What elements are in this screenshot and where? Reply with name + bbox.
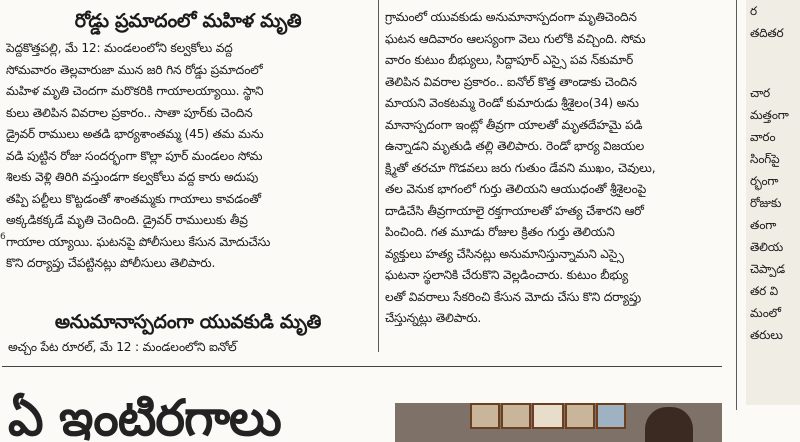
section-divider [2, 366, 722, 367]
article-body-cropped [750, 0, 798, 346]
article-line: మాయని వెంకటమ్మ రెండో కుమారుడు శ్రీశైలం(34) అను [385, 96, 639, 110]
article-line: రోజుకు [750, 196, 782, 210]
article-column-3-cropped [746, 0, 800, 405]
article-line: సోమవారం తెల్లవారుజా మున జరి గిన రోడ్డు ప్రమాదంలో [6, 62, 263, 77]
article-line: గ్రామంలో యువకుడు అనుమానాస్పదంగా మృతిచెందిన [385, 10, 637, 24]
article-line: అచ్చం పేట రూరల్, మే 12 : మండలంలోని ఐనోల్ [8, 340, 237, 354]
news-photo [395, 403, 722, 442]
article-line: క్ష్మితో తరచూ గొడవలు జరు గుతుం డేవని ముఖం, చెవులు, [385, 160, 656, 175]
article-line: తప్పి పల్టీలు కొట్టడంతో శాంతమ్మకు గాయాలు కావడంతో [6, 191, 261, 206]
article-line: ఘటన ఆదివారం ఆలస్యంగా వెలు గులోకి వచ్చింది. సోమ [385, 31, 646, 46]
headline-suspicious-death: అనుమానాస్పదంగా యువకుడి మృతి [54, 311, 322, 333]
article-line: పెద్దకొత్తపల్లి, మే 12: మండలంలోని కల్వకోలు వద్ద [6, 41, 233, 55]
article-line: తెలియ [750, 240, 783, 254]
wall-frame-photo [596, 403, 626, 429]
article-line: దాడిచేసి తీవ్రగాయాలై రక్తగాయాలతో హత్య చేశారని ఆరో [385, 203, 644, 218]
article-line: అక్కడికక్కడే మృతి చెందింది. డ్రైవర్ రాములుకు తీవ్ర [6, 213, 248, 227]
margin-mark: 6 [0, 232, 6, 242]
wall-frame-photo [470, 403, 500, 429]
article-column-2 [385, 0, 725, 365]
article-line: తల వెనుక భాగంలో గుర్తు తెలియని ఆయుధంతో శ్రీశైలంపై [385, 182, 647, 196]
article-line: గాయాల య్యాయి. ఘటనపై పోలీసులు కేసున మోదుచేసు [6, 234, 271, 249]
article-line: మానాస్పదంగా ఇంట్లో తీవ్రగా యాలతో మృతదేహమై పడి [385, 117, 643, 132]
article-line: తర వి [750, 284, 778, 298]
article-line: తంగా [750, 218, 777, 232]
article-line: మంలో [750, 306, 781, 320]
article-line: వారం కుటుం బీభ్యులు, సిద్దాపూర్ ఎస్సై పవ న్‌కుమార్ [385, 53, 633, 67]
article-line: చెప్పాడ [750, 262, 785, 276]
article-line: వ్యక్తులు హత్య చేసినట్లు అనుమానిస్తున్నామని ఎస్సై [385, 246, 624, 261]
person-silhouette [645, 407, 693, 442]
article-line: తెలిపిన వివరాల ప్రకారం.. ఐనోల్ కొత్త తాండాకు చెందిన [385, 74, 637, 89]
large-headline-cropped: ఏ ఇంటిరగాలు [8, 389, 281, 442]
article-line: తదితర [750, 26, 784, 40]
article-line: లతో వివరాలు సేకరించి కేసున మోదు చేసు కొని దర్యాప్తు [385, 289, 641, 304]
headline-road-accident: రోడ్డు ప్రమాదంలో మహిళ మృతి [74, 10, 302, 32]
article-line: డ్రైవర్ రాములు అతడి భార్యశాంతమ్మ (45) తమ మను [6, 127, 264, 141]
article-line: మహిళ మృతి చెందగా మరొకరికి గాయాలయ్యాయి. స్థాని [6, 84, 264, 98]
article-line: ఘటనా స్థలానికి చేరుకొని వెల్లడించారు. కుటుం బీభ్యు [385, 268, 629, 282]
column-spacer [750, 44, 798, 82]
article-line: పించింది. గత మూడు రోజుల క్రితం గుర్తు తెలియని [385, 225, 615, 239]
article-line: ర్భంగా [750, 174, 779, 188]
article-line: వారం [750, 130, 776, 144]
article-line: కులు తెలిపిన వివరాల ప్రకారం.. సాతా పూర్‌కు చెందిన [6, 105, 253, 120]
article-line: మత్తంగా [750, 108, 789, 122]
column-divider [736, 0, 737, 410]
article-line: ఉన్నాడని మృతుడి తల్లి తెలిపారు. రెండో భార్య విజయల [385, 139, 645, 153]
article-line: చార [750, 86, 770, 100]
article-line: ర [750, 4, 757, 18]
wall-frame-photo [565, 403, 595, 429]
article-line: తరులు [750, 328, 783, 342]
article-line: చేస్తున్నట్లు తెలిపారు. [385, 311, 482, 325]
article-body-continued [385, 7, 725, 330]
article-column-1 [2, 0, 374, 365]
article-body-road-accident [6, 38, 374, 275]
wall-frame-photo [501, 403, 531, 429]
article-line: సింగ్‌పై [750, 152, 780, 166]
article-line: శిలకు వెళ్లి తిరిగి వస్తుండగా కల్వకోలు వద్ద కారు అదుపు [6, 170, 259, 184]
wall-frame-photo [532, 403, 564, 429]
article-line: కొని దర్యాప్తు చేపట్టినట్లు పోలీసులు తెలిపారు. [6, 256, 216, 270]
article-body-suspicious-death [8, 337, 374, 359]
article-line: వడి పుట్టిన రోజు సందర్భంగా కొల్లా పూర్ మండలం సోమ [6, 148, 263, 163]
column-divider [378, 0, 379, 352]
